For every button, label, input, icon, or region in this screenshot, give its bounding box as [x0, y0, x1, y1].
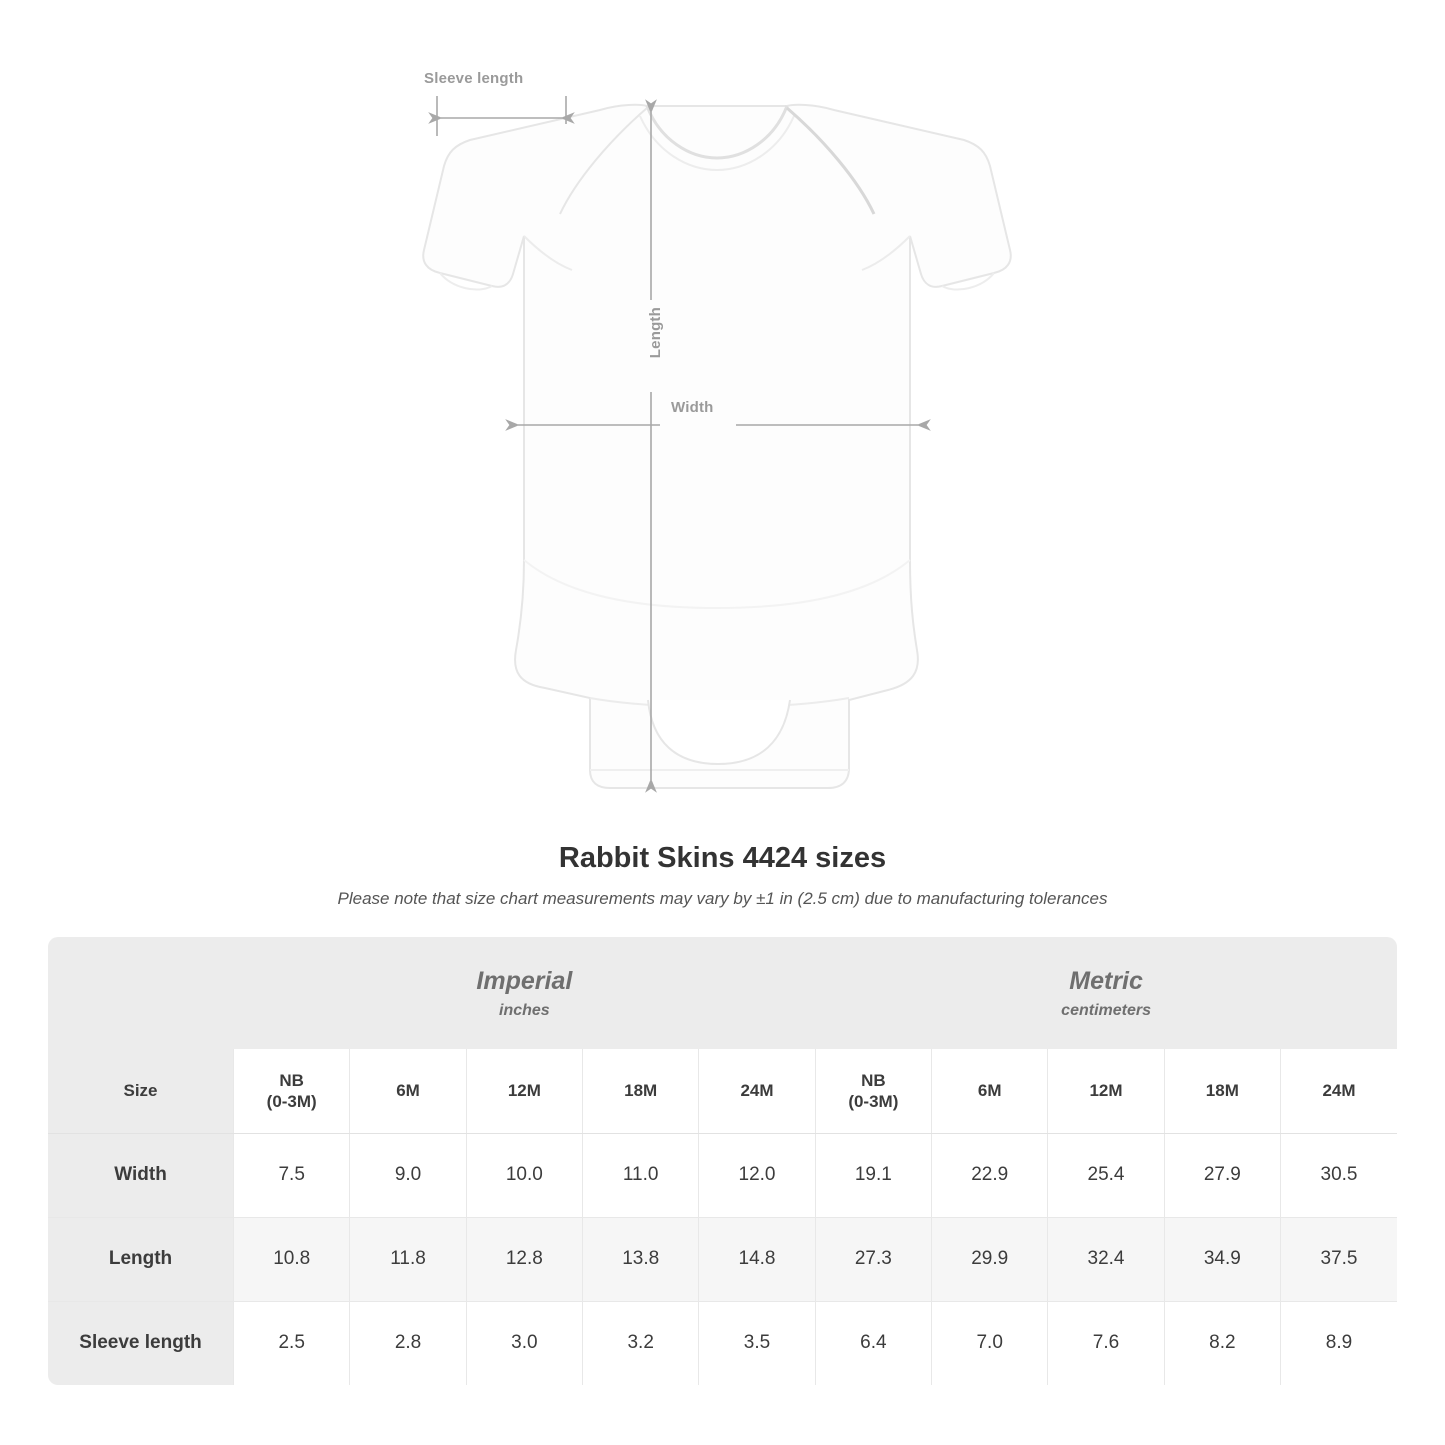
unit-header-metric-name: Metric [1069, 967, 1143, 996]
column-header-imperial-nb [234, 1049, 350, 1133]
column-header-metric-6m: 6M [932, 1049, 1048, 1133]
size-table-container [0, 937, 1445, 1385]
cell-sleeve-imperial-12m: 3.0 [466, 1301, 582, 1385]
cell-sleeve-imperial-18m: 3.2 [583, 1301, 699, 1385]
bodysuit-shape [423, 105, 1011, 788]
table-row [48, 1133, 1397, 1217]
sleeve-length-dimension-label: Sleeve length [424, 70, 524, 87]
cell-width-metric-6m: 22.9 [932, 1133, 1048, 1217]
unit-header-metric-sub: centimeters [1061, 1001, 1151, 1019]
cell-length-metric-18m: 34.9 [1164, 1217, 1280, 1301]
cell-width-metric-nb: 19.1 [815, 1133, 931, 1217]
size-header-row [48, 1049, 1397, 1133]
column-header-imperial-6m: 6M [350, 1049, 466, 1133]
cell-length-metric-24m: 37.5 [1281, 1217, 1398, 1301]
unit-system-header-row [48, 937, 1397, 1049]
cell-width-imperial-24m: 12.0 [699, 1133, 815, 1217]
column-header-imperial-nb-line1: NB [279, 1070, 304, 1090]
cell-length-metric-12m: 32.4 [1048, 1217, 1164, 1301]
column-header-imperial-12m: 12M [466, 1049, 582, 1133]
cell-length-imperial-nb: 10.8 [234, 1217, 350, 1301]
unit-header-imperial-sub: inches [499, 1001, 550, 1019]
column-header-imperial-24m: 24M [699, 1049, 815, 1133]
cell-length-metric-nb: 27.3 [815, 1217, 931, 1301]
column-header-imperial-18m: 18M [583, 1049, 699, 1133]
unit-header-metric [815, 937, 1397, 1049]
cell-sleeve-metric-12m: 7.6 [1048, 1301, 1164, 1385]
unit-header-imperial [234, 937, 816, 1049]
cell-width-imperial-18m: 11.0 [583, 1133, 699, 1217]
column-header-metric-nb-line2: (0-3M) [848, 1091, 899, 1111]
width-dimension-label: Width [671, 399, 714, 416]
cell-sleeve-metric-18m: 8.2 [1164, 1301, 1280, 1385]
column-header-metric-nb [815, 1049, 931, 1133]
unit-header-spacer [48, 937, 234, 1049]
column-header-imperial-nb-line2: (0-3M) [266, 1091, 317, 1111]
cell-width-metric-18m: 27.9 [1164, 1133, 1280, 1217]
table-row [48, 1217, 1397, 1301]
cell-length-imperial-12m: 12.8 [466, 1217, 582, 1301]
cell-length-metric-6m: 29.9 [932, 1217, 1048, 1301]
column-header-metric-18m: 18M [1164, 1049, 1280, 1133]
cell-width-imperial-6m: 9.0 [350, 1133, 466, 1217]
cell-sleeve-imperial-nb: 2.5 [234, 1301, 350, 1385]
row-label-length: Length [48, 1217, 234, 1301]
cell-sleeve-metric-nb: 6.4 [815, 1301, 931, 1385]
length-dimension-label: Length [647, 307, 664, 359]
cell-width-imperial-12m: 10.0 [466, 1133, 582, 1217]
cell-sleeve-imperial-24m: 3.5 [699, 1301, 815, 1385]
cell-width-imperial-nb: 7.5 [234, 1133, 350, 1217]
cell-length-imperial-6m: 11.8 [350, 1217, 466, 1301]
page-title: Rabbit Skins 4424 sizes [558, 842, 887, 874]
cell-sleeve-imperial-6m: 2.8 [350, 1301, 466, 1385]
size-table [48, 937, 1397, 1385]
cell-sleeve-metric-24m: 8.9 [1281, 1301, 1398, 1385]
row-label-width: Width [48, 1133, 234, 1217]
column-header-size: Size [48, 1049, 234, 1133]
cell-sleeve-metric-6m: 7.0 [932, 1301, 1048, 1385]
cell-length-imperial-24m: 14.8 [699, 1217, 815, 1301]
column-header-metric-12m: 12M [1048, 1049, 1164, 1133]
table-row [48, 1301, 1397, 1385]
column-header-metric-24m: 24M [1281, 1049, 1398, 1133]
row-label-sleeve-length: Sleeve length [48, 1301, 234, 1385]
cell-width-metric-12m: 25.4 [1048, 1133, 1164, 1217]
cell-width-metric-24m: 30.5 [1281, 1133, 1398, 1217]
column-header-metric-nb-line1: NB [861, 1070, 886, 1090]
title-block [0, 842, 1445, 909]
tolerance-note: Please note that size chart measurements may vary by ±1 in (2.5 cm) due to manufacturing tolerances [337, 889, 1108, 908]
cell-length-imperial-18m: 13.8 [583, 1217, 699, 1301]
unit-header-imperial-name: Imperial [476, 967, 573, 996]
